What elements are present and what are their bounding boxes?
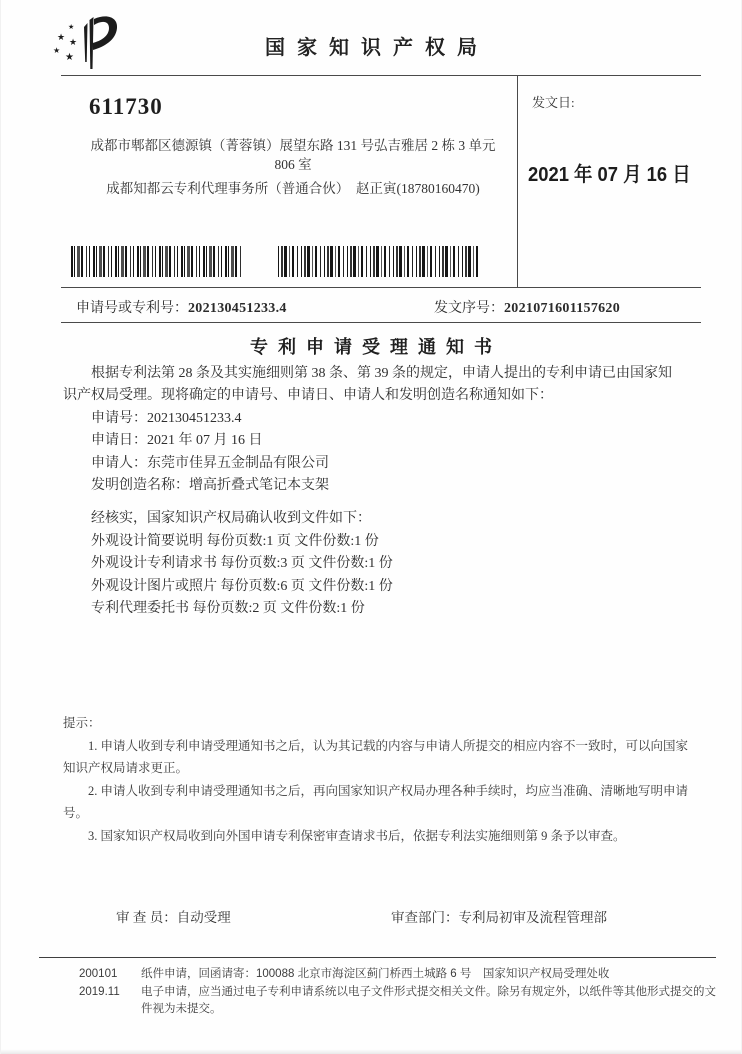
serial-number-field xyxy=(434,297,620,317)
received-document-item: 专利代理委托书 每份页数:2 页 文件份数:1 份 xyxy=(91,601,365,617)
dispatch-date-label: 发文日: xyxy=(532,95,575,110)
field-filing-date xyxy=(91,430,685,452)
title-divider xyxy=(61,322,701,323)
header-divider xyxy=(61,75,701,76)
serial-number-label: 发文序号： xyxy=(434,301,504,316)
svg-text:★: ★ xyxy=(69,38,78,48)
notice-paragraph: 根据专利法第 28 条及其实施细则第 38 条、第 39 条的规定，申请人提出的专利申请已由国家知识产权局受理。现将确定的申请号、申请日、申请人和发明创造名称通知如下： xyxy=(63,366,672,404)
examiner-label: 审 查 员： xyxy=(116,910,177,925)
application-number-field xyxy=(76,297,287,317)
notice-title: 专利申请受理通知书 xyxy=(250,337,502,357)
hint-item: 1. 申请人收到专利申请受理通知书之后，认为其记载的内容与申请人所提交的相应内容不一致时，可以向国家知识产权局请求更正。 xyxy=(63,738,689,775)
field-applicant xyxy=(91,453,685,475)
hints-section xyxy=(63,712,691,847)
svg-text:★: ★ xyxy=(68,23,75,31)
patent-agency-line: 成都知都云专利代理事务所（普通合伙） 赵正寅(18780160470) xyxy=(106,181,480,196)
svg-text:★: ★ xyxy=(65,52,74,63)
field-label: 发明创造名称： xyxy=(91,478,189,494)
received-document-item: 外观设计图片或照片 每份页数:6 页 文件份数:1 份 xyxy=(91,578,393,594)
dispatch-date-value: 2021 年 07 月 16 日 xyxy=(528,164,691,186)
svg-text:★: ★ xyxy=(53,46,61,55)
examiner-field xyxy=(116,906,231,926)
confirmation-line: 经核实，国家知识产权局确认收到文件如下： xyxy=(91,511,371,527)
field-value: 202130451233.4 xyxy=(147,410,242,426)
form-code: 200101 xyxy=(79,968,118,980)
form-version: 2019.11 xyxy=(79,985,120,998)
field-invention-title xyxy=(91,475,685,497)
hints-title: 提示： xyxy=(63,716,101,730)
recipient-address-line2: 806 室 xyxy=(274,157,312,172)
field-value: 增高折叠式笔记本支架 xyxy=(189,478,329,494)
field-label: 申请号： xyxy=(91,410,147,426)
application-number-label: 申请号或专利号： xyxy=(76,301,188,316)
field-value: 2021 年 07 月 16 日 xyxy=(147,433,263,449)
org-title: 国家知识产权局 xyxy=(265,37,489,59)
application-number-value: 202130451233.4 xyxy=(188,301,287,316)
serial-number-value: 2021071601157620 xyxy=(504,301,621,316)
field-application-number xyxy=(91,408,685,430)
barcode-section-divider xyxy=(61,287,701,288)
department-label: 审查部门： xyxy=(391,910,459,925)
field-label: 申请人： xyxy=(91,455,147,471)
footer-note: 电子申请，应当通过电子专利申请系统以电子文件形式提交相关文件。除另有规定外，以纸件等其他形式提交的文件视为未提交。 xyxy=(141,985,716,1015)
barcode-application-number xyxy=(71,246,243,277)
examiner-value: 自动受理 xyxy=(176,910,231,925)
footer-note: 纸件申请，回函请寄：100088 北京市海淀区蓟门桥西土城路 6 号 国家知识产权局受理处收 xyxy=(141,968,610,980)
footer-notes xyxy=(79,966,719,1019)
department-field xyxy=(391,906,607,926)
notice-body xyxy=(63,363,685,620)
field-value: 东莞市佳昇五金制品有限公司 xyxy=(147,455,329,471)
received-document-item: 外观设计简要说明 每份页数:1 页 文件份数:1 份 xyxy=(91,533,379,549)
field-label: 申请日： xyxy=(91,433,147,449)
barcode-serial-number xyxy=(278,246,478,277)
hint-item: 3. 国家知识产权局收到向外国申请专利保密审查请求书后，依据专利法实施细则第 9 条予以审查。 xyxy=(88,828,626,843)
recipient-address-line1: 成都市郫都区德源镇（菁蓉镇）展望东路 131 号弘吉雅居 2 栋 3 单元 xyxy=(90,138,496,153)
postal-code: 611730 xyxy=(89,94,163,119)
received-document-item: 外观设计专利请求书 每份页数:3 页 文件份数:1 份 xyxy=(91,556,393,572)
svg-text:★: ★ xyxy=(57,33,66,43)
footer-divider xyxy=(39,957,716,958)
department-value: 专利局初审及流程管理部 xyxy=(458,910,607,925)
hint-item: 2. 申请人收到专利申请受理通知书之后，再向国家知识产权局办理各种手续时，均应当准确、清晰地写明申请号。 xyxy=(63,783,689,820)
